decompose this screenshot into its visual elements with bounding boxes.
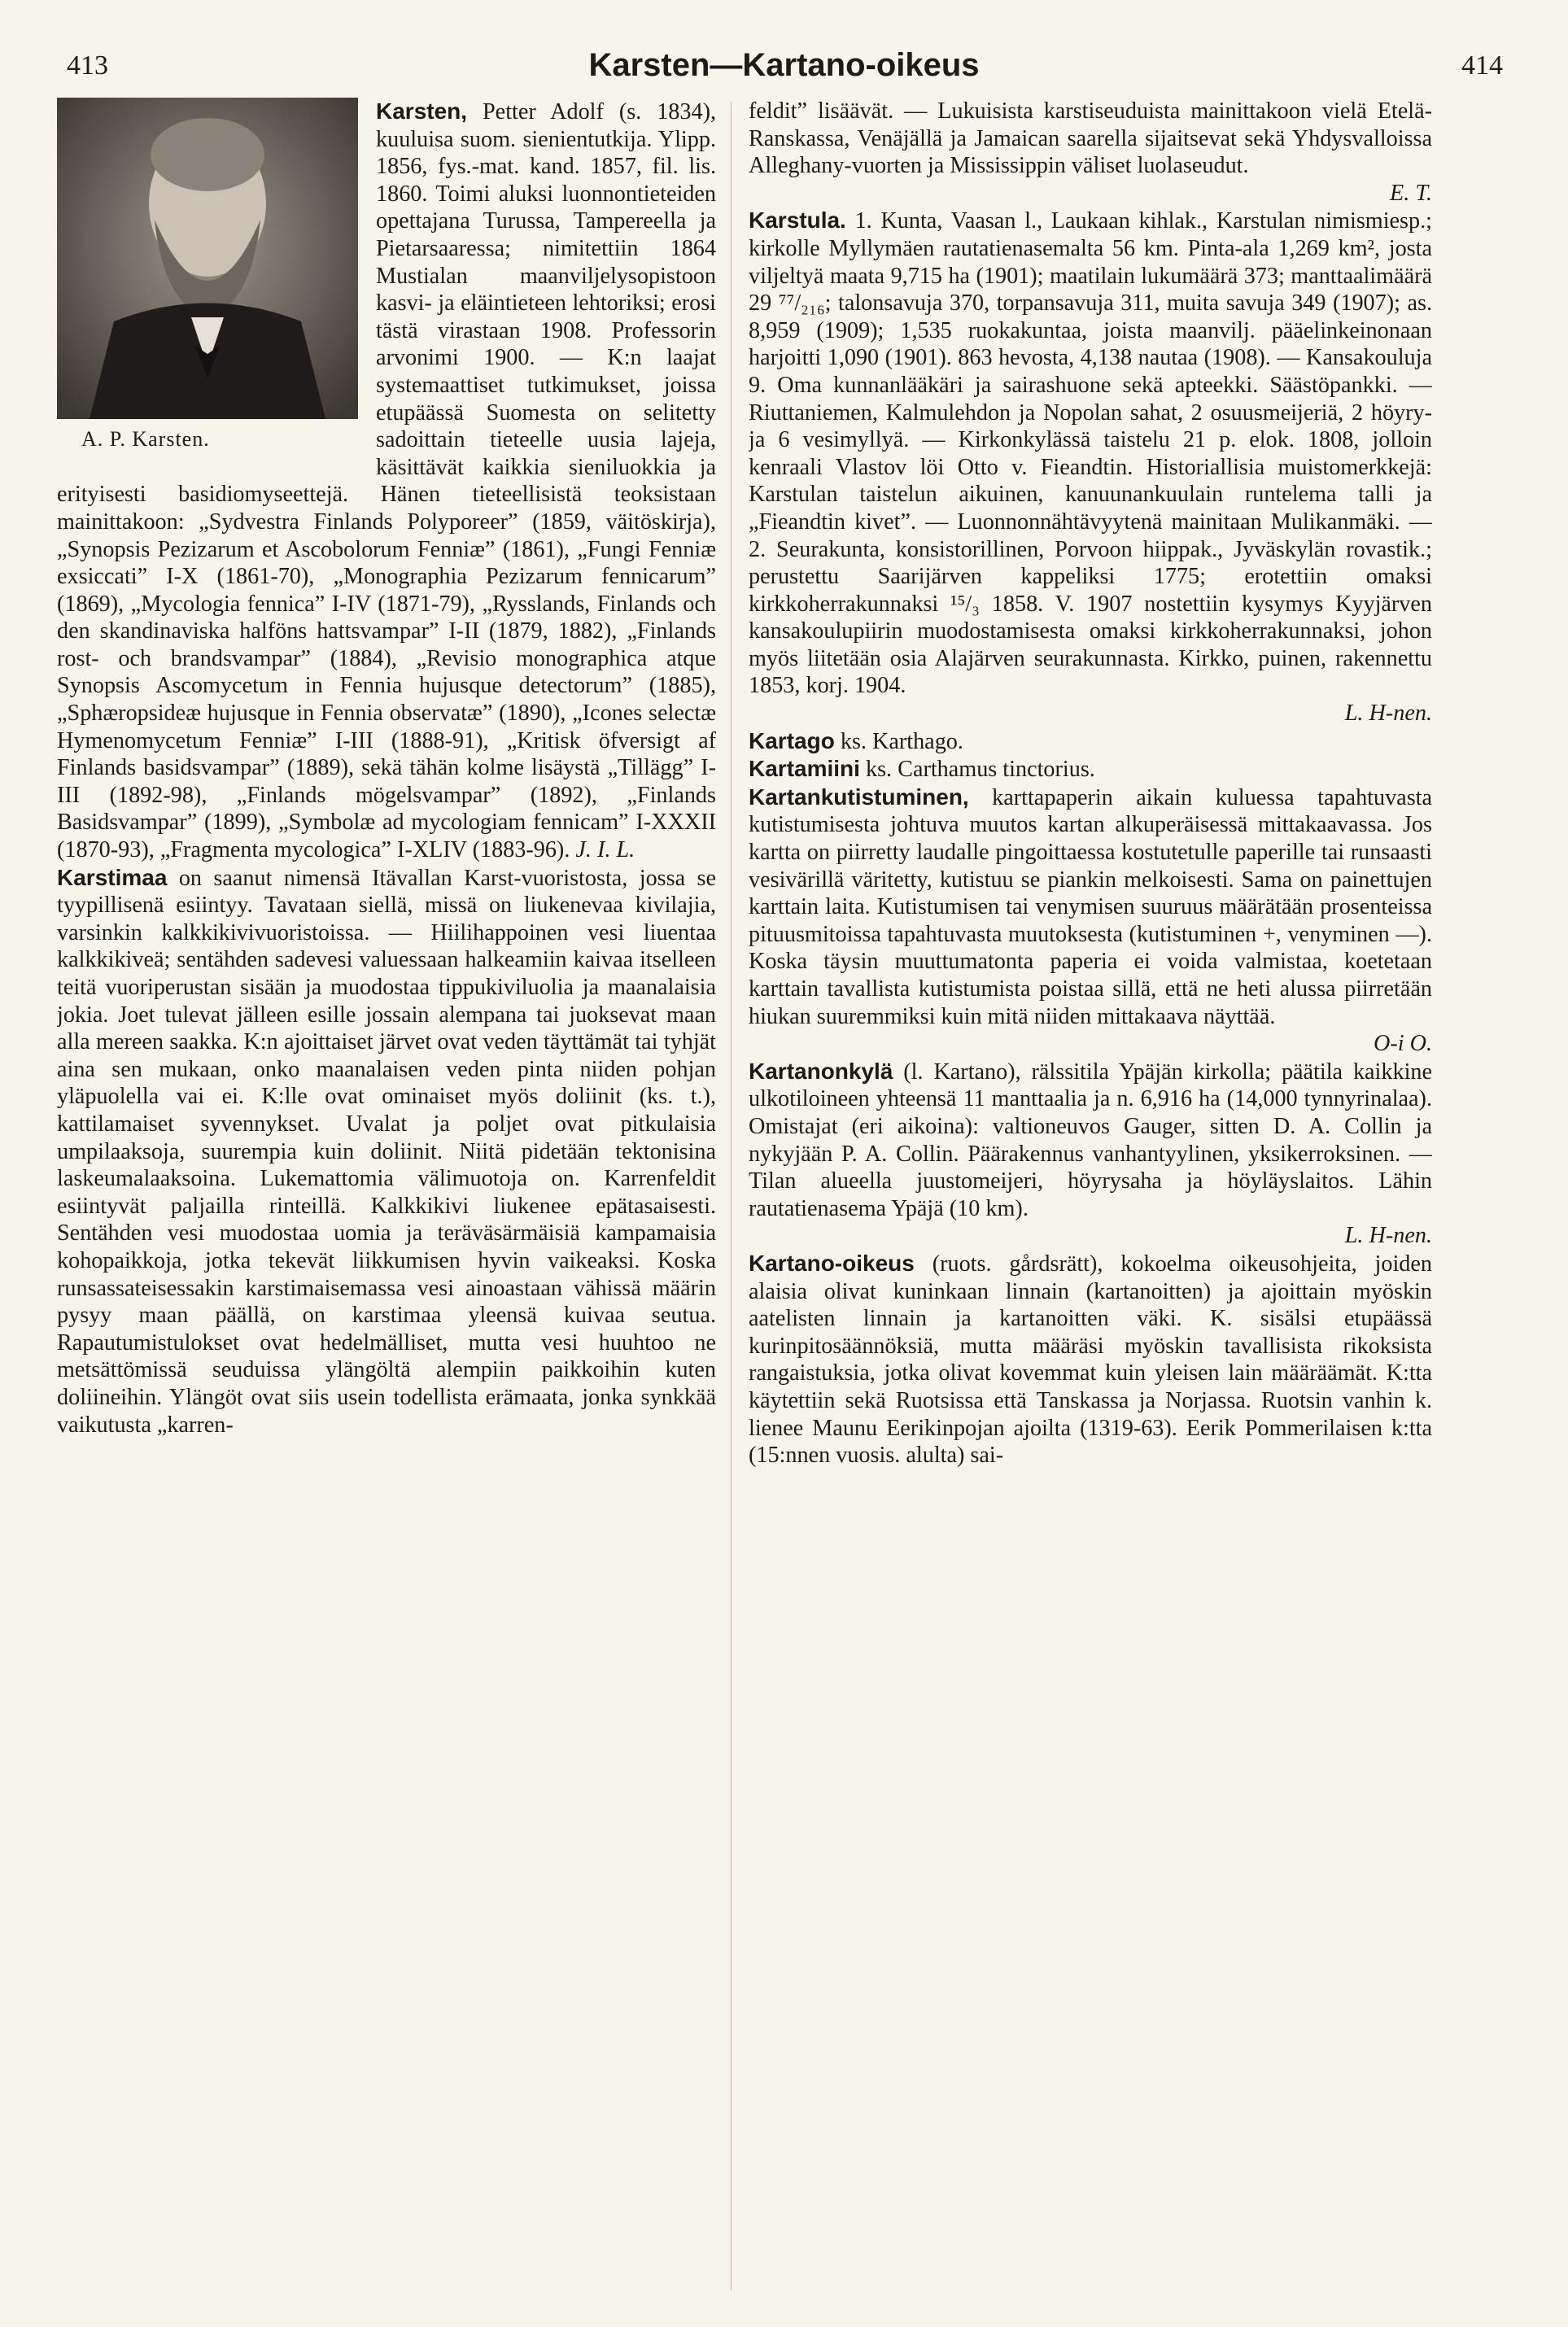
entry-body: ks. Karthago. (840, 728, 963, 754)
entry-body: 1. Kunta, Vaasan l., Laukaan kihlak., Karstulan nimismiesp.; kirkolle Myllymäen rautatienasemalta 56 km. Pinta-ala 1,269 km², josta viljeltyä maata 9,715 ha (1901); maatilain lukumäärä 373; manttaalimäärä 29 ⁷⁷/₂₁₆; talonsavuja 370, torpansavuja 311, muita savuja 349 (1907); as. 8,959 (1909); 1,535 ruokakuntaa, joista maanvilj. pääelinkeinonaan harjoitti 1,090 (1901). 863 hevosta, 4,138 nautaa (1908). — Kansakouluja 9. Oma kunnanlääkäri ja sairashuone sekä apteekki. Säästöpankki. — Riuttaniemen, Kalmulehdon ja Nopolan sahat, 2 osuusmeijeriä, 2 höyry- ja 6 vesimyllyä. — Kirkonkylässä taistelu 21 p. elok. 1808, jolloin kenraali Vlastov löi Otto v. Fieandtin. Historiallisia muistomerkkejä: Karstulan taistelun aikuinen, kanuunankuulain runtelema talli ja „Fieandtin kivet”. — Luonnonnähtävyytenä mainitaan Mulikanmäki. — 2. Seurakunta, konsistorillinen, Porvoon hiippak., Jyväskylän rovastik.; perustettu Saarijärven kappeliksi 1775; erotettiin omaksi kirkkoherrakunnaksi ¹⁵/₃ 1858. V. 1907 nostettiin kysymys Kyyjärven kansakoulupiirin muodostamisesta omaksi kirkkoherrakunnaksi, johon myös liitetään osia Alajärven seurakunnasta. Kirkko, puinen, rakennettu 1853, korj. 1904. (749, 208, 1432, 699)
entry-kartankutistuminen (749, 784, 1432, 1058)
right-page-number: 414 (1461, 50, 1503, 81)
entry-body: ks. Carthamus tinctorius. (865, 757, 1095, 783)
headword: Kartago (749, 727, 835, 753)
entry-body: feldit” lisäävät. — Lukuisista karstiseuduista mainittakoon vielä Etelä-Ranskassa, Venäjällä ja Jamaican saarella sijaitsevat sekä Yhdysvalloissa Alleghany-vuorten ja Mississippin väliset luolaseudut. (749, 98, 1432, 179)
entry-body: karttapaperin aikain kuluessa tapahtuvasta kutistumisesta johtuva muutos kartan alkuperäisessä mittakaavassa. Jos kartta on piirretty laudalle pingoittaessa kostutetulle paperille tai runsaasti vesivärillä väritetty, kutistuu se piankin melkoisesti. Sama on painettujen karttain laita. Kutistumisen tai venymisen suuruus määrätään prosenteissa pituusmitoissa tapahtuvasta muutoksesta (kutistuminen +, venyminen —). Koska täysin muuttumatonta paperia ei voida valmistaa, koetetaan karttain tavallista kutistumista poistaa sillä, että ne heti alussa piirretään hiukan suuremmiksi kuin mitä niiden mittakaava näyttää. (749, 784, 1432, 1029)
headword: Kartamiini (749, 756, 860, 782)
headword: Karsten, (376, 98, 468, 124)
entry-continuation (749, 98, 1432, 207)
author-signature: O-i O. (1373, 1031, 1432, 1057)
entry-kartamiini (749, 755, 1432, 784)
page-header (0, 47, 1568, 96)
headword: Karstula. (749, 207, 846, 234)
entry-kartago (749, 727, 1432, 756)
portrait-image (57, 98, 358, 419)
running-title: Karsten—Kartano-oikeus (588, 47, 980, 83)
entry-body: (ruots. gårdsrätt), kokoelma oikeusohjeita, joiden alaisia olivat kuninkaan linnain (kartanoitten) ja ajoittain myöskin aatelisten linnain ja kartanoitten väki. K. sisälsi etupäässä kurinpitosäännöksiä, mutta määräsi myöskin tavallisista rikoksista rangaistuksia, jotka olivat kovemmat kuin yleisen lain määräämät. K:tta käytettiin sekä Ruotsissa että Tanskassa ja Norjassa. Ruotsin vanhin k. lienee Maunu Eerikinpojan ajoilta (1319-63). Eerik Pommerilaisen k:tta (15:nnen vuosis. alulta) sai- (749, 1251, 1432, 1469)
entry-kartano-oikeus (749, 1250, 1432, 1469)
entry-body: on saanut nimensä Itävallan Karst-vuoristosta, jossa se tyypillisenä esiintyy. Tavataan siellä, missä on liukenevaa kivilajia, varsinkin kalkkikivivuoristoissa. — Hiilihappoinen vesi liuentaa kalkkikiveä; sentähden sadevesi valuessaan halkeamiin kaivaa itselleen teitä vuoriperustan sisään ja muodostaa tippukiviluolia ja maanalaisia jokia. Joet tulevat jälleen esille jossain alempana tai juoksevat maan alla mereen saakka. K:n ajoittaiset järvet ovat veden täyttämät tai tyhjät aina sen mukaan, onko maanalaisen veden pinta niiden pohjan yläpuolella vai ei. K:lle ovat ominaiset myös doliinit (ks. t.), kattilamaiset syvennykset. Uvalat ja poljet ovat pitkulaisia umpilaaksoja, suurempia kuin doliinit. Niitä pidetään tektonisina laskeumalaaksoina. Lukemattomia välimuotoja on. Karrenfeldit esiintyvät paljailla rinteillä. Kalkkikivi liukenee epätasaisesti. Sentähden vesi muodostaa uomia ja teräväsärmäisiä kampamaisia kohopaikkoja, jotka tekevät liikkumisen hyvin vaikeaksi. Koska runsassateisessakin karstimaisemassa vesi ainoastaan vähissä määrin pysyy maan päällä, on karstimaa yleensä kuivaa seutua. Rapautumistulokset ovat hedelmälliset, mutta vesi huuhtoo ne metsättömissä seuduissa ylängöltä alempiin paikkoihin kuten doliineihin. Ylängöt ovat siis usein todellista erämaata, jonka synkkää vaikutusta „karren- (57, 865, 716, 1438)
entry-kartanonkyla (749, 1058, 1432, 1250)
entry-karstimaa (57, 864, 716, 1439)
author-signature: L. H-nen. (1344, 701, 1432, 727)
column-divider (731, 102, 732, 2290)
entry-body: (l. Kartano), rälssitila Ypäjän kirkolla; päätila kaikkine ulkotiloineen yhteensä 11 manttaalia ja n. 6,916 ha (14,000 tynnyrinalaa). Omistajat (eri aikoina): valtioneuvos Gauger, sitten D. A. Collin ja nykyjään P. A. Collin. Päärakennus vanhantyylinen, yksikerroksinen. — Tilan alueella juustomeijeri, höyrysaha ja höyläyslaitos. Lähin rautatienasema Ypäjä (10 km). (749, 1059, 1432, 1221)
left-page-number: 413 (67, 50, 108, 81)
author-signature: L. H-nen. (1344, 1223, 1432, 1249)
headword: Kartankutistuminen, (749, 784, 969, 810)
headword: Kartano-oikeus (749, 1250, 915, 1276)
author-signature: J. I. L. (575, 837, 635, 863)
left-column (57, 98, 716, 2311)
author-signature: E. T. (1390, 180, 1432, 206)
portrait-figure (57, 98, 358, 456)
entry-body: Petter Adolf (s. 1834), kuuluisa suom. sienientutkija. Ylipp. 1856, fys.-mat. kand. 1857, fil. lis. 1860. Toimi aluksi luonnontieteiden opettajana Turussa, Tampereella ja Pietarsaaressa; nimitettiin 1864 Mustialan maanviljelysopistoon kasvi- ja eläintieteen lehtoriksi; erosi tästä virastaan 1908. Professorin arvonimi 1900. — K:n laajat systemaattiset tutkimukset, joissa etupäässä Suomesta on selitetty sadoittain tieteelle uusia lajeja, käsittävät kaikkia sieniluokkia ja erityisesti basidiomyseettejä. Hänen tieteellisistä teoksistaan mainittakoon: „Sydvestra Finlands Polyporeer” (1859, väitöskirja), „Synopsis Pezizarum et Ascobolorum Fenniæ” (1861), „Fungi Fenniæ exsiccati” I-X (1861-70), „Monographia Pezizarum fennicarum” (1869), „Mycologia fennica” I-IV (1871-79), „Rysslands, Finlands och den skandinaviska halföns hattsvampar” I-II (1879, 1882), „Finlands rost- och brandsvampar” (1884), „Revisio monographica atque Synopsis Ascomycetum in Fennia hujusque detectorum” (1885), „Sphæropsideæ hujusque in Fennia observatæ” (1890), „Icones selectæ Hymenomycetum Fenniæ” I-III (1888-91), „Kritisk öfversigt af Finlands basidsvampar” (1889), sekä tähän kolme lisäystä „Tillägg” I-III (1892-98), „Finlands mögelsvampar” (1892), „Finlands Basidsvampar” (1899), „Symbolæ ad mycologiam fennicam” I-XXXII (1870-93), „Fragmenta mycologica” I-XLIV (1883-96). (57, 99, 716, 863)
portrait-caption: A. P. Karsten. (81, 427, 210, 451)
right-column (749, 98, 1432, 2311)
headword: Kartanonkylä (749, 1058, 893, 1084)
entry-karstula (749, 207, 1432, 727)
headword: Karstimaa (57, 864, 168, 890)
